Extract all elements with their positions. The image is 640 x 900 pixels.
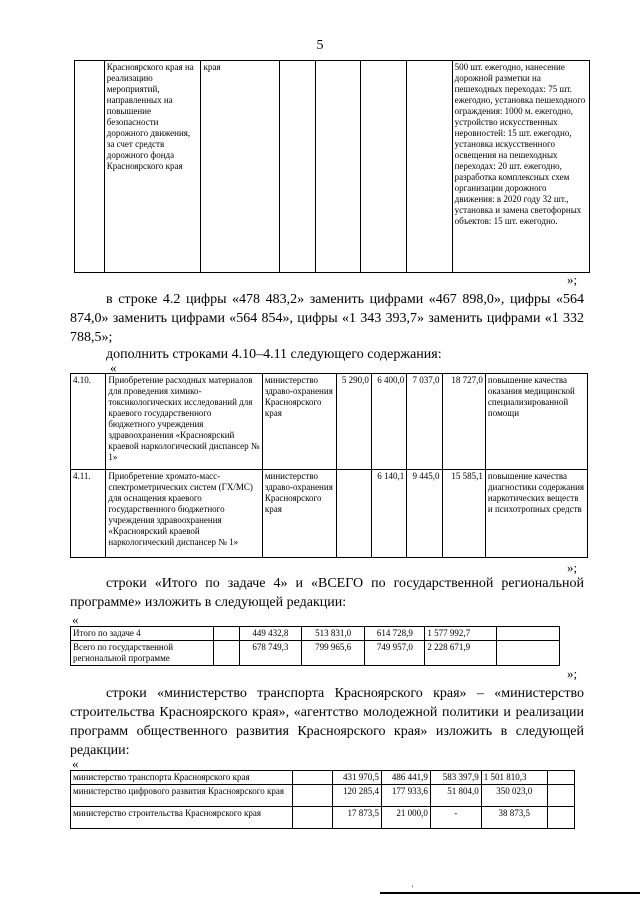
ministry-value-2: 21 000,0 xyxy=(382,807,431,829)
ministry-value-1: 431 970,5 xyxy=(333,771,382,785)
paragraph-add-rows: дополнить строками 4.10–4.11 следующего содержания: xyxy=(106,347,442,362)
ministry-empty xyxy=(547,771,574,785)
ministry-empty xyxy=(293,771,333,785)
itogo-value-2: 799 965,6 xyxy=(301,641,365,666)
paragraph-ministries: строки «министерство транспорта Красноярского края» – «министерство строительства Красноярского края», «агентство молодежной политики и реализации программ общественного развития Красноярского края» изложить в следующей редакции: xyxy=(70,686,584,758)
ministry-empty xyxy=(293,807,333,829)
row-value-1: 5 290,0 xyxy=(336,374,371,470)
itogo-value-3: 614 728,9 xyxy=(365,627,425,641)
itogo-empty xyxy=(213,627,239,641)
row-number: 4.11. xyxy=(71,470,106,558)
itogo-value-1: 678 749,3 xyxy=(239,641,301,666)
top-table-cell-region: края xyxy=(201,61,280,273)
top-table-cell-empty xyxy=(75,61,105,273)
row-number: 4.10. xyxy=(71,374,106,470)
row-value-1 xyxy=(336,470,371,558)
ministry-value-1: 120 285,4 xyxy=(333,785,382,807)
row-ministry: министерство здраво-охранения Красноярского края xyxy=(262,470,336,558)
closing-quote: »; xyxy=(567,272,578,287)
row-value-2: 6 140,1 xyxy=(371,470,406,558)
table-row xyxy=(71,771,575,785)
top-table-cell-empty xyxy=(315,61,361,273)
itogo-value-3: 749 957,0 xyxy=(365,641,425,666)
footer-mark: ' xyxy=(412,884,414,893)
row-value-2: 6 400,0 xyxy=(371,374,406,470)
ministry-empty xyxy=(547,807,574,829)
ministry-value-2: 177 933,6 xyxy=(382,785,431,807)
itogo-label: Итого по задаче 4 xyxy=(71,627,214,641)
ministry-value-4: 1 501 810,3 xyxy=(481,771,547,785)
table-row xyxy=(71,470,588,558)
ministry-label: министерство цифрового развития Красноярского края xyxy=(71,785,293,807)
ministry-label: министерство транспорта Красноярского края xyxy=(71,771,293,785)
paragraph-itogo: строки «Итого по задаче 4» и «ВСЕГО по государственной региональной программе» изложить в следующей редакции: xyxy=(70,576,584,610)
itogo-table xyxy=(70,626,560,666)
itogo-empty xyxy=(496,641,559,666)
page-number: 5 xyxy=(316,38,324,53)
top-table-cell-result: 500 шт. ежегодно, нанесение дорожной разметки на пешеходных переходах: 75 шт. ежегодно, установка пешеходного ограждения: 1000 м. ежегодно, устройство искусственных неровностей: 15 шт. ежегодно, установка искусственного освещения на пешеходных переходах: 20 шт. ежегодно, разработка комплексных схем организации дорожного движения: в 2020 году 32 шт., установка и замена светофорных объектов: 15 шт. ежегодно. xyxy=(452,61,589,273)
ministry-empty xyxy=(547,785,574,807)
row-name: Приобретение расходных материалов для проведения химико-токсикологических исследований для краевого государственного бюджетного учреждения здравоохранения «Красноярский краевой наркологический диспансер № 1» xyxy=(106,374,263,470)
row-value-4: 18 727,0 xyxy=(442,374,485,470)
ministry-value-4: 38 873,5 xyxy=(481,807,547,829)
opening-quote: « xyxy=(72,756,79,771)
row-value-3: 7 037,0 xyxy=(407,374,442,470)
opening-quote: « xyxy=(110,360,117,375)
ministry-value-3: 583 397,9 xyxy=(430,771,481,785)
ministries-table xyxy=(70,770,575,829)
row-result: повышение качества оказания медицинской специализированной помощи xyxy=(485,374,587,470)
closing-quote: »; xyxy=(567,666,578,681)
top-table-cell-empty xyxy=(406,61,452,273)
footer-rule xyxy=(380,892,640,894)
top-table-cell-empty xyxy=(361,61,407,273)
table-row xyxy=(71,374,588,470)
itogo-label: Всего по государственной региональной программе xyxy=(71,641,214,666)
table-row xyxy=(71,641,560,666)
table-row xyxy=(71,807,575,829)
rows-410-table xyxy=(70,373,588,558)
itogo-value-4: 2 228 671,9 xyxy=(425,641,497,666)
top-table-cell-description: Красноярского края на реализацию мероприятий, направленных на повышение безопасности дорожного движения, за счет средств дорожного фонда Красноярского края xyxy=(104,61,201,273)
itogo-value-2: 513 831,0 xyxy=(301,627,365,641)
ministry-value-3: 51 804,0 xyxy=(430,785,481,807)
table-row xyxy=(71,785,575,807)
ministry-value-2: 486 441,9 xyxy=(382,771,431,785)
ministry-empty xyxy=(293,785,333,807)
itogo-value-1: 449 432,8 xyxy=(239,627,301,641)
itogo-empty xyxy=(213,641,239,666)
ministry-label: министерство строительства Красноярского края xyxy=(71,807,293,829)
row-name: Приобретение хромато-масс-спектрометрических систем (ГХ/МС) для оснащения краевого государственного бюджетного учреждения здравоохранения «Красноярский краевой наркологический диспансер № 1» xyxy=(106,470,263,558)
opening-quote: « xyxy=(72,612,79,627)
top-table xyxy=(74,60,590,273)
row-result: повышение качества диагностики содержания наркотических веществ и психотропных средств xyxy=(485,470,587,558)
table-row xyxy=(71,627,560,641)
itogo-value-4: 1 577 992,7 xyxy=(425,627,497,641)
closing-quote: »; xyxy=(567,560,578,575)
row-value-3: 9 445,0 xyxy=(407,470,442,558)
ministry-value-3: - xyxy=(430,807,481,829)
row-ministry: министерство здраво-охранения Красноярского края xyxy=(262,374,336,470)
row-value-4: 15 585,1 xyxy=(442,470,485,558)
paragraph-replace-figures: в строке 4.2 цифры «478 483,2» заменить цифрами «467 898,0», цифры «564 874,0» заменить цифрами «564 854», цифры «1 343 393,7» заменить цифрами «1 332 788,5»; xyxy=(70,292,584,345)
itogo-empty xyxy=(496,627,559,641)
ministry-value-4: 350 023,0 xyxy=(481,785,547,807)
ministry-value-1: 17 873,5 xyxy=(333,807,382,829)
top-table-cell-empty xyxy=(279,61,315,273)
